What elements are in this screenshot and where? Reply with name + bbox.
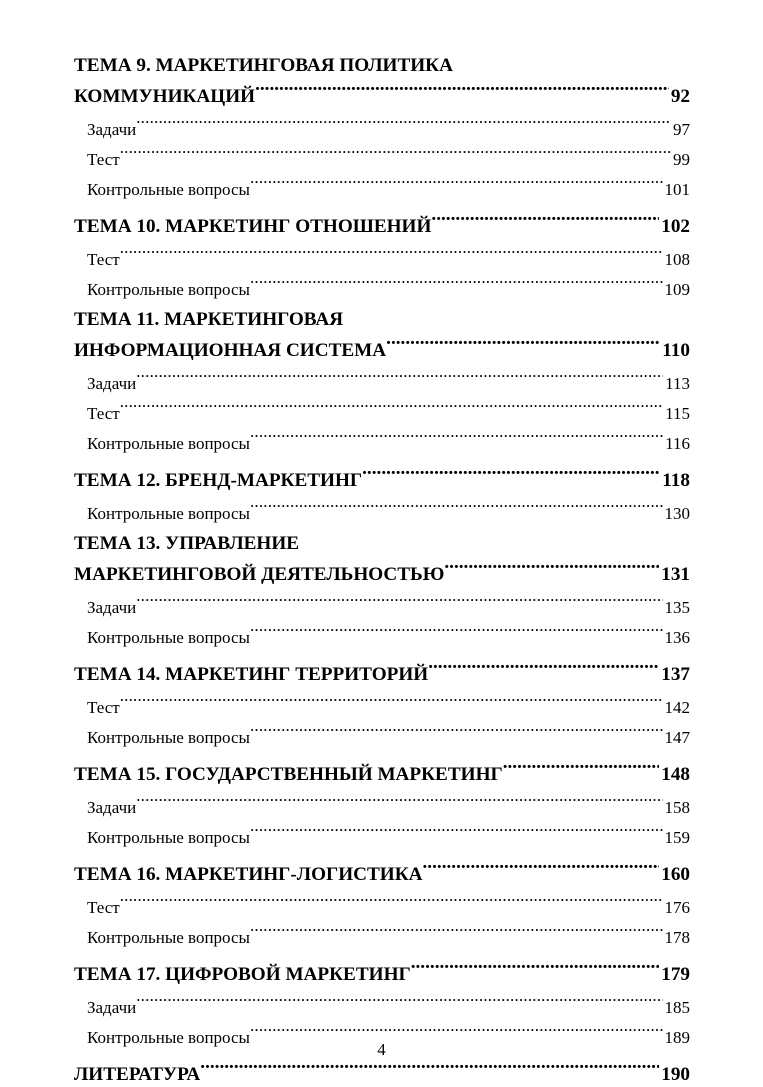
dot-leader: [120, 395, 663, 419]
subsection-page-number: 109: [664, 279, 690, 299]
subsection-entry[interactable]: [74, 619, 690, 649]
chapter-entry[interactable]: [74, 462, 690, 493]
chapter-entry[interactable]: [74, 208, 690, 239]
subsection-page-number: 108: [664, 249, 690, 269]
subsection-title: Контрольные вопросы: [87, 503, 250, 523]
subsection-title: Задачи: [87, 597, 137, 617]
chapter-title: ТЕМА 14. МАРКЕТИНГ ТЕРРИТОРИЙ: [74, 664, 429, 685]
subsection-page-number: 185: [664, 997, 690, 1017]
dot-leader: [120, 141, 671, 165]
subsection-title: Задачи: [87, 373, 137, 393]
dot-leader: [428, 656, 659, 680]
subsection-list: [74, 589, 690, 649]
chapter-page-number: 160: [661, 864, 690, 885]
dot-leader: [136, 789, 662, 813]
chapter-title[interactable]: ТЕМА 9. МАРКЕТИНГОВАЯ ПОЛИТИКА: [74, 55, 453, 76]
subsection-page-number: 116: [665, 433, 690, 453]
subsection-list: [74, 495, 690, 525]
subsection-list: [74, 241, 690, 301]
subsection-page-number: 101: [664, 179, 690, 199]
dot-leader: [444, 556, 659, 580]
subsection-entry[interactable]: [74, 819, 690, 849]
dot-leader: [362, 462, 660, 486]
subsection-entry[interactable]: [74, 111, 690, 141]
subsection-page-number: 142: [664, 697, 690, 717]
chapter-title: ТЕМА 10. МАРКЕТИНГ ОТНОШЕНИЙ: [74, 216, 432, 237]
subsection-title: Тест: [87, 403, 120, 423]
subsection-list: [74, 789, 690, 849]
subsection-page-number: 130: [664, 503, 690, 523]
subsection-title: Задачи: [87, 997, 137, 1017]
chapter-page-number: 179: [661, 964, 690, 985]
dot-leader: [250, 171, 663, 195]
subsection-title: Контрольные вопросы: [87, 627, 250, 647]
toc-chapter: [74, 856, 690, 949]
dot-leader: [250, 919, 663, 943]
chapter-entry[interactable]: [74, 856, 690, 887]
chapter-title: ТЕМА 12. БРЕНД-МАРКЕТИНГ: [74, 470, 363, 491]
chapter-title[interactable]: ТЕМА 13. УПРАВЛЕНИЕ: [74, 533, 300, 554]
subsection-title: Тест: [87, 897, 120, 917]
dot-leader: [136, 989, 662, 1013]
dot-leader: [120, 241, 663, 265]
subsection-list: [74, 689, 690, 749]
subsection-title: Контрольные вопросы: [87, 827, 250, 847]
subsection-title: Контрольные вопросы: [87, 179, 250, 199]
toc-chapter: [74, 54, 690, 201]
dot-leader: [250, 819, 663, 843]
chapter-page-number: 118: [662, 470, 690, 491]
subsection-title: Тест: [87, 697, 120, 717]
chapter-entry[interactable]: [74, 656, 690, 687]
subsection-entry[interactable]: [74, 789, 690, 819]
chapter-title[interactable]: ТЕМА 11. МАРКЕТИНГОВАЯ: [74, 309, 344, 330]
chapter-title: ТЕМА 17. ЦИФРОВОЙ МАРКЕТИНГ: [74, 964, 411, 985]
subsection-title: Тест: [87, 149, 120, 169]
chapter-page-number: 131: [661, 564, 690, 585]
chapter-title: ИНФОРМАЦИОННАЯ СИСТЕМА: [74, 340, 387, 361]
subsection-page-number: 147: [664, 727, 690, 747]
toc-chapter: [74, 462, 690, 525]
subsection-entry[interactable]: [74, 719, 690, 749]
dot-leader: [136, 111, 671, 135]
chapter-page-number: 92: [670, 86, 690, 107]
chapter-page-number: 137: [661, 664, 690, 685]
subsection-list: [74, 111, 690, 201]
dot-leader: [250, 495, 663, 519]
dot-leader: [255, 78, 669, 102]
subsection-page-number: 97: [673, 119, 690, 139]
chapter-entry[interactable]: [74, 756, 690, 787]
subsection-entry[interactable]: [74, 495, 690, 525]
subsection-entry[interactable]: [74, 141, 690, 171]
dot-leader: [250, 719, 663, 743]
subsection-entry[interactable]: [74, 989, 690, 1019]
dot-leader: [120, 689, 663, 713]
subsection-page-number: 189: [664, 1027, 690, 1047]
dot-leader: [503, 756, 660, 780]
chapter-page-number: 102: [661, 216, 690, 237]
subsection-page-number: 176: [664, 897, 690, 917]
subsection-entry[interactable]: [74, 365, 690, 395]
chapter-entry[interactable]: [74, 78, 690, 109]
chapter-title: ЛИТЕРАТУРА: [74, 1064, 201, 1085]
dot-leader: [411, 956, 660, 980]
chapter-title: ТЕМА 15. ГОСУДАРСТВЕННЫЙ МАРКЕТИНГ: [74, 764, 503, 785]
dot-leader: [250, 271, 663, 295]
dot-leader: [120, 889, 663, 913]
subsection-title: Контрольные вопросы: [87, 433, 250, 453]
chapter-page-number: 190: [661, 1064, 690, 1085]
chapter-entry[interactable]: [74, 332, 690, 363]
subsection-page-number: 178: [664, 927, 690, 947]
toc-chapter: [74, 308, 690, 455]
subsection-entry[interactable]: [74, 919, 690, 949]
subsection-entry[interactable]: [74, 889, 690, 919]
subsection-title: Тест: [87, 249, 120, 269]
chapter-page-number: 148: [661, 764, 690, 785]
subsection-entry[interactable]: [74, 241, 690, 271]
dot-leader: [250, 1019, 663, 1043]
dot-leader: [136, 365, 663, 389]
toc-chapter: [74, 208, 690, 301]
subsection-page-number: 135: [664, 597, 690, 617]
subsection-list: [74, 889, 690, 949]
subsection-title: Задачи: [87, 119, 137, 139]
subsection-entry[interactable]: [74, 589, 690, 619]
chapter-entry[interactable]: [74, 1056, 690, 1087]
toc-chapter: [74, 532, 690, 649]
subsection-entry[interactable]: [74, 425, 690, 455]
subsection-entry[interactable]: [74, 271, 690, 301]
dot-leader: [136, 589, 662, 613]
dot-leader: [423, 856, 660, 880]
toc-chapter: [74, 656, 690, 749]
page-number: 4: [377, 1040, 386, 1059]
chapter-title: МАРКЕТИНГОВОЙ ДЕЯТЕЛЬНОСТЬЮ: [74, 564, 445, 585]
chapter-entry[interactable]: [74, 556, 690, 587]
subsection-entry[interactable]: [74, 395, 690, 425]
chapter-page-number: 110: [662, 340, 690, 361]
dot-leader: [250, 425, 663, 449]
subsection-page-number: 158: [664, 797, 690, 817]
toc-chapter: [74, 956, 690, 1049]
subsection-page-number: 99: [673, 149, 690, 169]
subsection-title: Задачи: [87, 797, 137, 817]
subsection-page-number: 159: [664, 827, 690, 847]
chapter-entry[interactable]: [74, 956, 690, 987]
chapter-title: ТЕМА 16. МАРКЕТИНГ-ЛОГИСТИКА: [74, 864, 423, 885]
subsection-title: Контрольные вопросы: [87, 1027, 250, 1047]
chapter-title: КОММУНИКАЦИЙ: [74, 86, 256, 107]
toc-chapter: [74, 1056, 690, 1087]
toc-chapter: [74, 756, 690, 849]
subsection-entry[interactable]: [74, 171, 690, 201]
dot-leader: [386, 332, 660, 356]
table-of-contents: [74, 54, 690, 1087]
subsection-title: Контрольные вопросы: [87, 727, 250, 747]
subsection-title: Контрольные вопросы: [87, 927, 250, 947]
subsection-title: Контрольные вопросы: [87, 279, 250, 299]
dot-leader: [250, 619, 663, 643]
subsection-entry[interactable]: [74, 689, 690, 719]
subsection-page-number: 113: [665, 373, 690, 393]
subsection-page-number: 136: [664, 627, 690, 647]
subsection-page-number: 115: [665, 403, 690, 423]
subsection-list: [74, 365, 690, 455]
dot-leader: [431, 208, 659, 232]
